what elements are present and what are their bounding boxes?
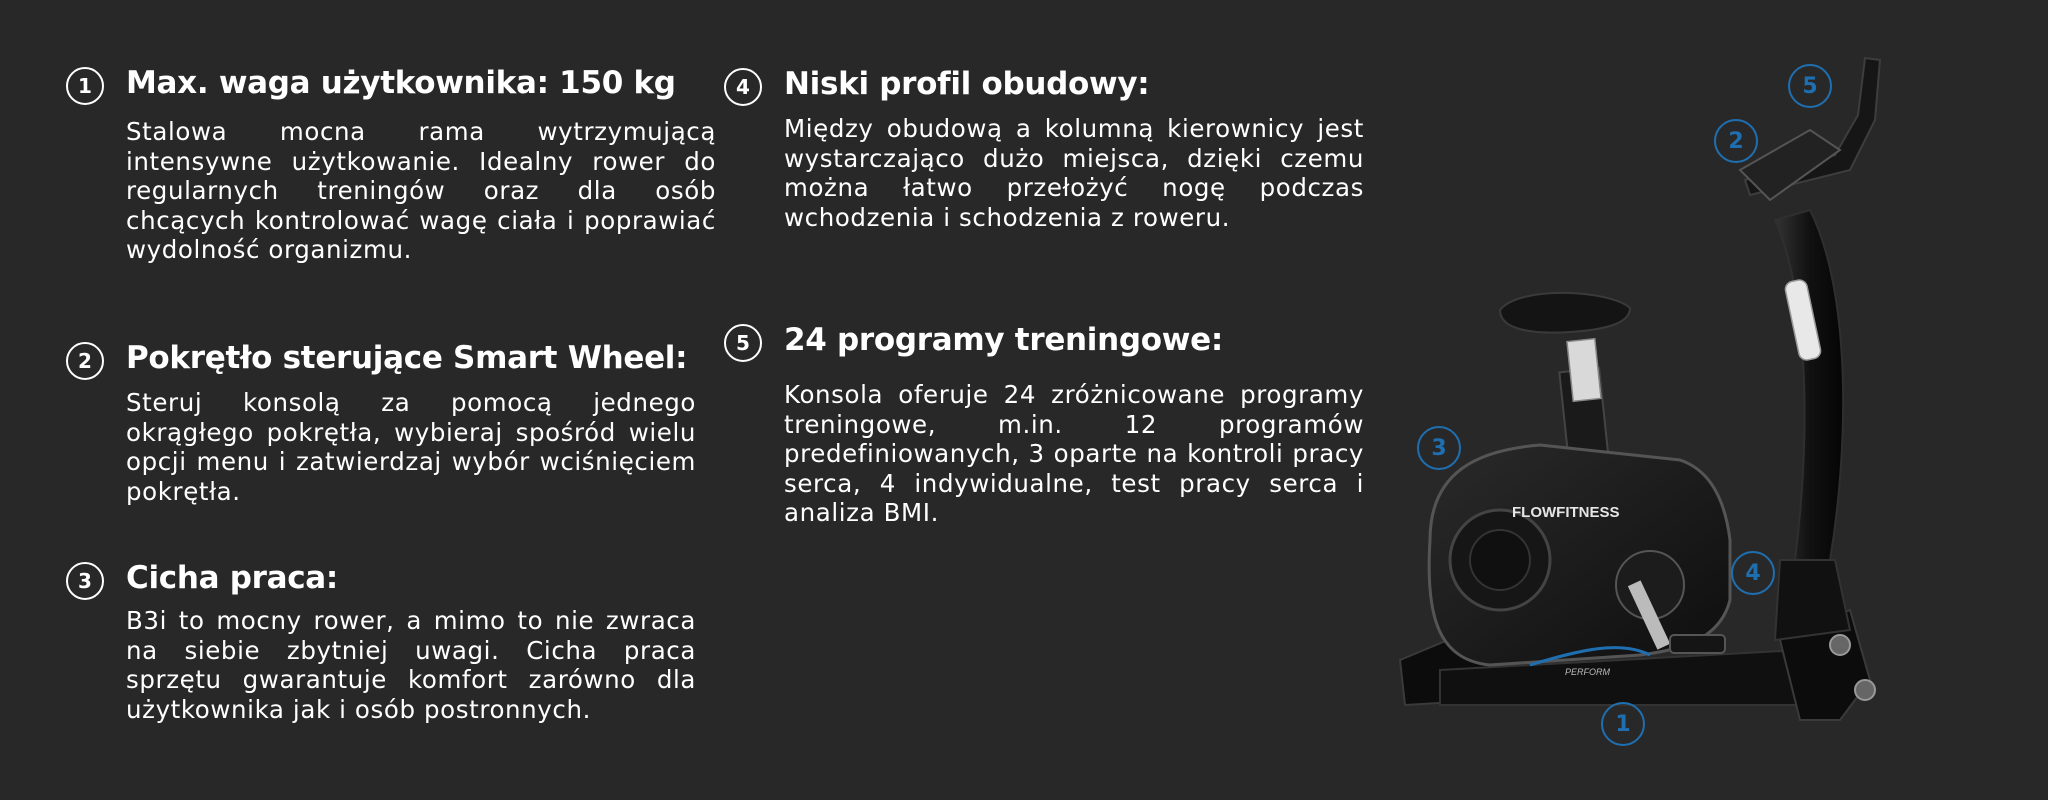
feature-2-title: Pokrętło sterujące Smart Wheel: <box>126 340 688 376</box>
feature-1-title: Max. waga użytkownika: 150 kg <box>126 65 676 101</box>
feature-4-number-badge: 4 <box>724 68 762 106</box>
bike-callout-5: 5 <box>1788 64 1832 108</box>
feature-2-description: Steruj konsolą za pomocą jednego okrągłego pokrętła, wybieraj spośród wielu opcji menu i zatwierdzaj wybór wciśnięciem pokrętła. <box>126 388 696 506</box>
bike-callout-2: 2 <box>1714 119 1758 163</box>
feature-3-number-badge: 3 <box>66 562 104 600</box>
feature-5-description: Konsola oferuje 24 zróżnicowane programy treningowe, m.in. 12 programów predefiniowanych, 3 oparte na kontroli pracy serca, 4 indywidualne, test pracy serca i analiza BMI. <box>784 380 1364 527</box>
bike-callout-3: 3 <box>1417 426 1461 470</box>
feature-1-number-badge: 1 <box>66 67 104 105</box>
feature-4-description: Między obudową a kolumną kierownicy jest wystarczająco dużo miejsca, dzięki czemu można łatwo przełożyć nogę podczas wchodzenia i schodzenia z roweru. <box>784 114 1364 232</box>
feature-3-title: Cicha praca: <box>126 560 339 596</box>
feature-1-description: Stalowa mocna rama wytrzymującą intensywne użytkowanie. Idealny rower do regularnych treningów oraz dla osób chcących kontrolować wagę ciała i poprawiać wydolność organizmu. <box>126 117 716 264</box>
bike-brand-text: FLOWFITNESS <box>1512 504 1620 521</box>
feature-2-number-badge: 2 <box>66 342 104 380</box>
feature-3-description: B3i to mocny rower, a mimo to nie zwraca na siebie zbytniej uwagi. Cicha praca sprzętu gwarantuje komfort zarówno dla użytkownika jak i osób postronnych. <box>126 606 696 724</box>
bike-callout-1: 1 <box>1601 702 1645 746</box>
feature-5-number-badge: 5 <box>724 324 762 362</box>
bike-callout-4: 4 <box>1731 551 1775 595</box>
feature-4-title: Niski profil obudowy: <box>784 66 1150 102</box>
feature-5-title: 24 programy treningowe: <box>784 322 1223 358</box>
bike-model-text: PERFORM <box>1565 667 1610 677</box>
exercise-bike-image <box>1380 40 1920 740</box>
